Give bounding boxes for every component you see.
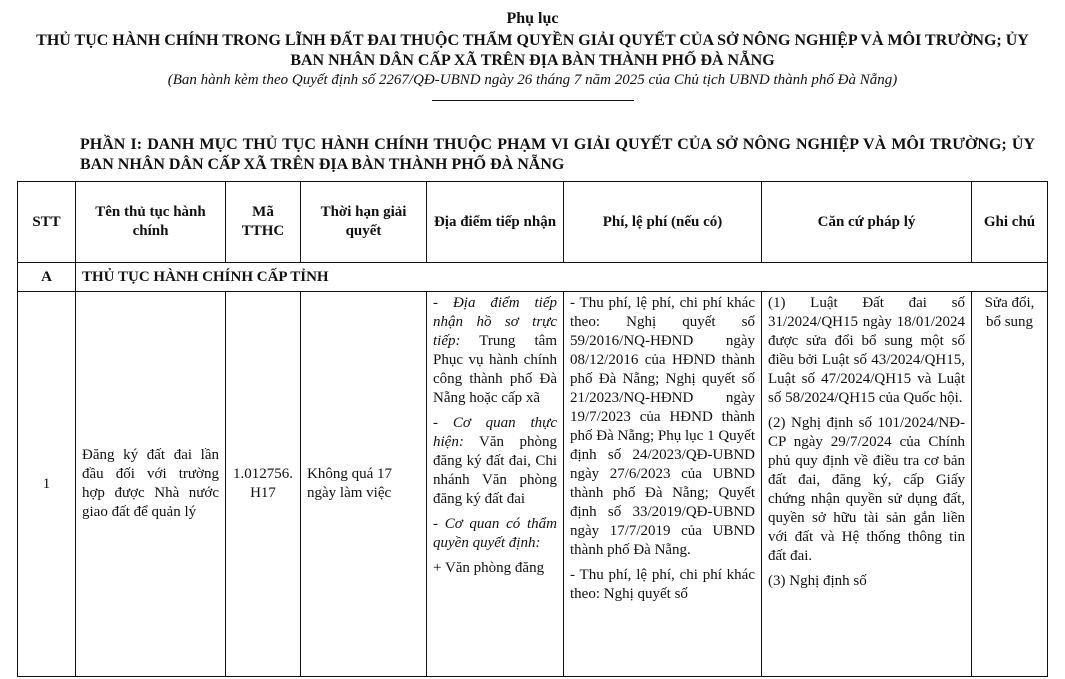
section-row [18,263,1048,292]
header-note: Ghi chú [972,182,1048,263]
legal-paragraph-1: (1) Luật Đất đai số 31/2024/QH15 ngày 18/01/2024 được sửa đổi bổ sung một số điều bởi Luật số 43/2024/QH15, Luật số 47/2024/QH15 và Luật số 58/2024/QH15 của Quốc hội. [768,295,965,406]
legal-paragraph-3: (3) Nghị định số [768,573,867,589]
row-fee [564,292,762,677]
procedures-table [17,181,1048,677]
section-label: A [18,263,76,292]
table-header-row [18,182,1048,263]
row-stt: 1 [18,292,76,677]
row-location [427,292,564,677]
header-fee: Phí, lệ phí (nếu có) [564,182,762,263]
document-subtitle: (Ban hành kèm theo Quyết định số 2267/QĐ-UBND ngày 26 tháng 7 năm 2025 của Chủ tịch UBND thành phố Đà Nẵng) [167,72,898,88]
legal-paragraph-2: (2) Nghị định số 101/2024/NĐ-CP ngày 29/7/2024 của Chính phủ quy định về điều tra cơ bản đất đai, đăng ký, cấp Giấy chứng nhận quyền sử dụng đất, quyền sở hữu tài sản gắn liền với đất và Hệ thống thông tin đất đai. [768,415,965,564]
header-legal: Căn cứ pháp lý [762,182,972,263]
header-name: Tên thủ tục hành chính [76,182,226,263]
location-receive-text: Trung tâm Phục vụ hành chính công thành phố Đà Nẵng hoặc cấp xã [433,333,557,406]
appendix-label: Phụ lục [506,10,559,27]
table-row [18,292,1048,677]
row-procedure-name: Đăng ký đất đai lần đầu đối với trường hợp được Nhà nước giao đất để quản lý [76,292,226,677]
location-agency-label: - Cơ quan thực hiện: [433,415,557,450]
header-stt: STT [18,182,76,263]
part-title: PHẦN I: DANH MỤC THỦ TỤC HÀNH CHÍNH THUỘC PHẠM VI GIẢI QUYẾT CỦA SỞ NÔNG NGHIỆP VÀ MÔI TRƯỜNG; ỦY BAN NHÂN DÂN CẤP XÃ TRÊN ĐỊA BÀN THÀNH PHỐ ĐÀ NẴNG [80,136,1035,173]
fee-paragraph-1: - Thu phí, lệ phí, chi phí khác theo: Nghị quyết số 59/2016/NQ-HĐND ngày 08/12/2016 của HĐND thành phố Đà Nẵng; Nghị quyết số 21/2023/NQ-HĐND ngày 19/7/2023 của HĐND thành phố Đà Nẵng; Phụ lục 1 Quyết định số 24/2023/QĐ-UBND ngày 27/6/2023 của UBND thành phố Đà Nẵng; Quyết định số 33/2019/QĐ-UBND ngày 17/7/2019 của UBND thành phố Đà Nẵng. [570,295,755,558]
location-receive-label: - Địa điểm tiếp nhận hồ sơ trực tiếp: [433,295,557,349]
row-deadline: Không quá 17 ngày làm việc [301,292,427,677]
row-code: 1.012756.H17 [226,292,301,677]
document-title: THỦ TỤC HÀNH CHÍNH TRONG LĨNH ĐẤT ĐAI THUỘC THẨM QUYỀN GIẢI QUYẾT CỦA SỞ NÔNG NGHIỆP VÀ MÔI TRƯỜNG; ỦY BAN NHÂN DÂN CẤP XÃ TRÊN ĐỊA BÀN THÀNH PHỐ ĐÀ NẴNG [36,32,1029,69]
row-legal-basis [762,292,972,677]
location-agency-text: Văn phòng đăng ký đất đai, Chi nhánh Văn phòng đăng ký đất đai [433,434,557,507]
row-note: Sửa đổi, bổ sung [972,292,1048,677]
fee-paragraph-2: - Thu phí, lệ phí, chi phí khác theo: Nghị quyết số [570,567,755,602]
section-title: THỦ TỤC HÀNH CHÍNH CẤP TỈNH [76,263,1048,292]
header-location: Địa điểm tiếp nhận [427,182,564,263]
header-code: Mã TTHC [226,182,301,263]
header-deadline: Thời hạn giải quyết [301,182,427,263]
title-divider [432,100,634,101]
location-authority-label: - Cơ quan có thẩm quyền quyết định: [433,516,557,551]
location-authority-text: + Văn phòng đăng [433,560,545,576]
